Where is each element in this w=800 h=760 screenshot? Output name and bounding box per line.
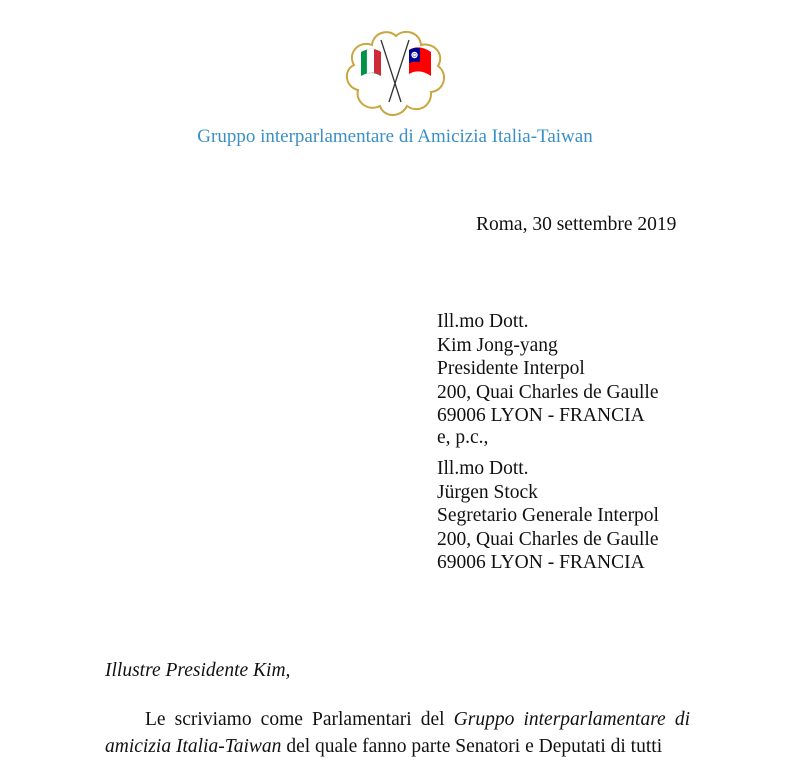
cc-recipient-line: 200, Quai Charles de Gaulle — [437, 528, 659, 550]
cc-recipient-line: 69006 LYON - FRANCIA — [437, 552, 645, 573]
body-text-italic: Gruppo interparlamentare di amicizia Italia-Taiwan — [105, 709, 690, 757]
cc-recipient-line: Jürgen Stock — [437, 481, 538, 503]
cc-label: e, p.c., — [437, 427, 489, 448]
recipient-line: Presidente Interpol — [437, 358, 585, 379]
body-paragraph — [105, 706, 690, 760]
body-text-part: del quale fanno parte Senatori e Deputati di tutti — [281, 736, 663, 757]
letter-body — [105, 706, 690, 760]
recipient-line: 69006 LYON - FRANCIA — [437, 405, 645, 426]
recipient-line: Kim Jong-yang — [437, 334, 558, 356]
recipient-line: Ill.mo Dott. — [437, 311, 529, 332]
recipient-line: 200, Quai Charles de Gaulle — [437, 381, 659, 403]
body-text-part: Le scriviamo come Parlamentari del — [145, 709, 454, 730]
logo-flags-emblem — [341, 30, 451, 125]
recipient-address — [437, 310, 658, 428]
cc-recipient-line: Ill.mo Dott. — [437, 458, 529, 479]
cc-recipient-address — [437, 457, 659, 575]
organization-name: Gruppo interparlamentare di Amicizia Italia-Taiwan — [197, 126, 593, 147]
letter-date: Roma, 30 settembre 2019 — [476, 214, 677, 235]
salutation: Illustre Presidente Kim, — [105, 660, 291, 681]
cc-recipient-line: Segretario Generale Interpol — [437, 505, 659, 526]
